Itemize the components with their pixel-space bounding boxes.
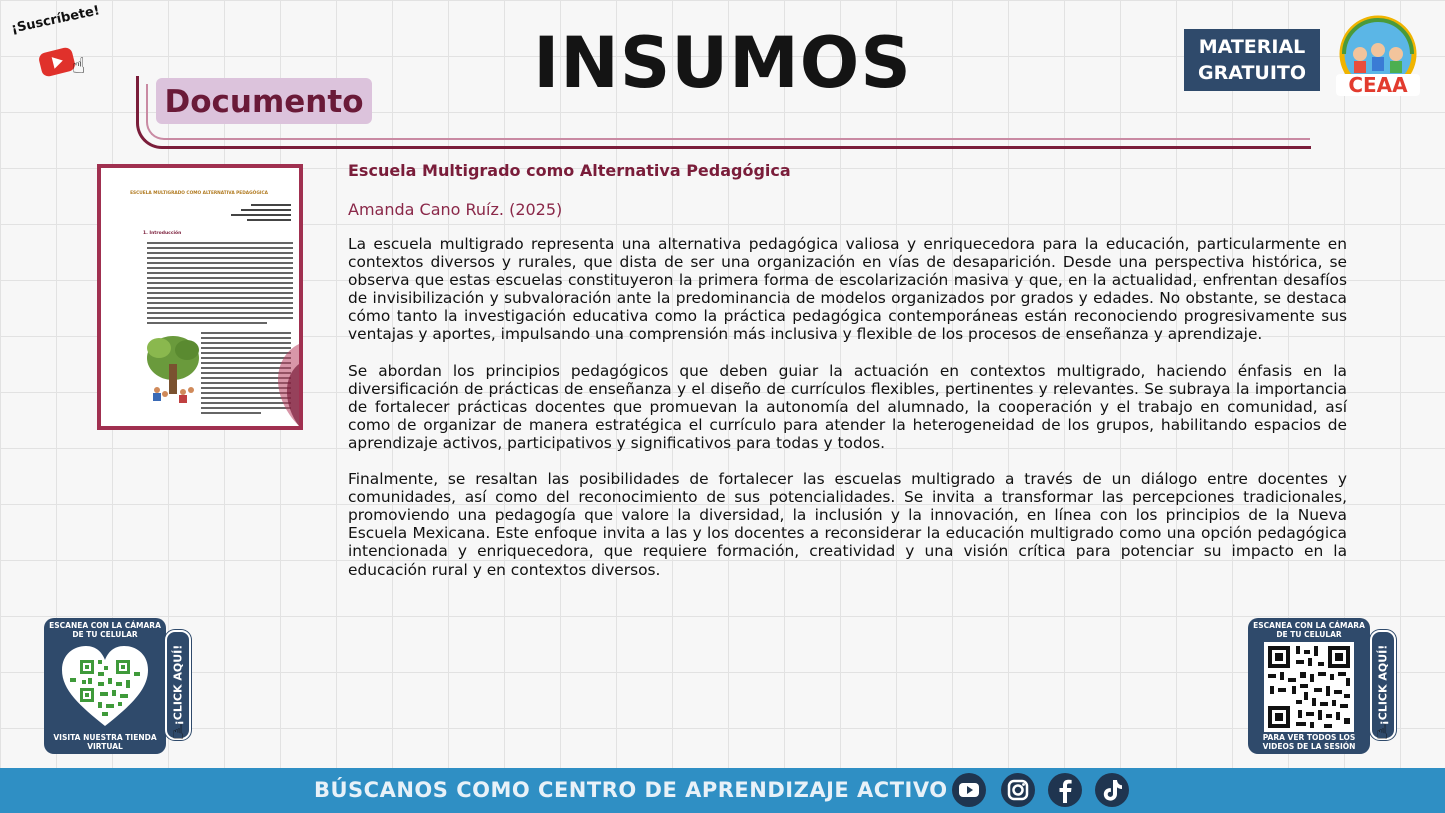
article-paragraph: Finalmente, se resaltan las posibilidades de fortalecer las escuelas multigrado a través de un diálogo entre docentes y comunidades, así como del reconocimiento de sus potencialidades. Se invita a transformar las percepciones tradicionales, promoviendo una pedagogía que valore la diversidad, la inclusión y la innovación, en línea con los principios de la Nueva Escuela Mexicana. Este enfoque invita a las y los docentes a reconsiderar la educación multigrado como una opción pedagógica intencionada y enriquecedora, que requiere formación, creatividad y una visión crítica para potenciar su impacto en la educación rural y en contextos diversos. [348, 470, 1347, 579]
videos-qr-card[interactable] [1248, 618, 1370, 754]
store-label: VISITA NUESTRA TIENDA VIRTUAL [53, 733, 157, 751]
ceaa-logo [1330, 14, 1426, 98]
article-paragraph: Se abordan los principios pedagógicos que deben guiar la actuación en contextos multigrado, haciendo énfasis en la diversificación de prácticas de enseñanza y el diseño de currículos flexibles, pertinentes y relevantes. Se subraya la importancia de fortalecer prácticas docentes que promuevan la autonomía del alumnado, la cooperación y el trabajo en comunidad, así como de organizar de manera estratégica el currículo para atender la heterogeneidad de los grupos, habilitando espacios de aprendizaje activos, participativos y significativos para todas y todos. [348, 361, 1347, 452]
subscribe-label: ¡Suscríbete! [10, 3, 102, 37]
thumb-title: ESCUELA MULTIGRADO COMO ALTERNATIVA PEDAGÓGICA [130, 191, 268, 196]
youtube-icon[interactable] [952, 773, 986, 807]
facebook-icon[interactable] [1048, 773, 1082, 807]
store-qr-code[interactable] [60, 642, 150, 732]
videos-label: PARA VER TODOS LOS VIDEOS DE LA SESIÓN [1262, 733, 1356, 751]
qr-scan-label: ESCANEA CON LA CÁMARA DE TU CELULAR [1253, 621, 1365, 639]
instagram-icon[interactable] [1001, 773, 1035, 807]
article [348, 160, 1347, 597]
footer-text: BÚSCANOS COMO CENTRO DE APRENDIZAJE ACTIVO [314, 778, 948, 802]
thumb-section: 1. Introducción [143, 231, 182, 236]
pointer-hand-icon: ☝ [1376, 720, 1389, 744]
free-material-badge [1184, 29, 1320, 91]
tiktok-icon[interactable] [1095, 773, 1129, 807]
logo-text: CEAA [1348, 73, 1408, 97]
article-paragraph: La escuela multigrado representa una alternativa pedagógica valiosa y enriquecedora para la educación, particularmente en contextos diversos y rurales, que dista de ser una organización en vías de desaparición. Desde una perspectiva histórica, se observa que estas escuelas constituyeron la primera forma de escolarización masiva y que, en la actualidad, enfrentan desafíos de invisibilización y subvaloración ante la predominancia de modelos organizados por grados y edades. No obstante, se destaca cómo tanto la investigación educativa como la práctica pedagógica contemporáneas están reconociendo progresivamente sus ventajas y aportes, impulsando una comprensión más inclusiva y flexible de los procesos de enseñanza y aprendizaje. [348, 235, 1347, 344]
document-thumbnail[interactable] [97, 164, 303, 430]
free-material-line2: GRATUITO [1197, 62, 1307, 84]
free-material-line1: MATERIAL [1198, 36, 1306, 58]
videos-qr-code[interactable] [1264, 642, 1354, 732]
section-label: Documento [156, 78, 372, 124]
page-title: INSUMOS [533, 22, 912, 104]
click-here-label: ¡CLICK AQUÍ! [171, 644, 185, 726]
article-author: Amanda Cano Ruíz. (2025) [348, 200, 563, 219]
qr-scan-label: ESCANEA CON LA CÁMARA DE TU CELULAR [49, 621, 161, 639]
pointer-hand-icon: ☝ [72, 54, 86, 79]
click-here-label: ¡CLICK AQUÍ! [1376, 644, 1390, 726]
store-qr-card[interactable] [44, 618, 166, 754]
article-title: Escuela Multigrado como Alternativa Pedagógica [348, 161, 791, 180]
pointer-hand-icon: ☝ [172, 720, 185, 744]
